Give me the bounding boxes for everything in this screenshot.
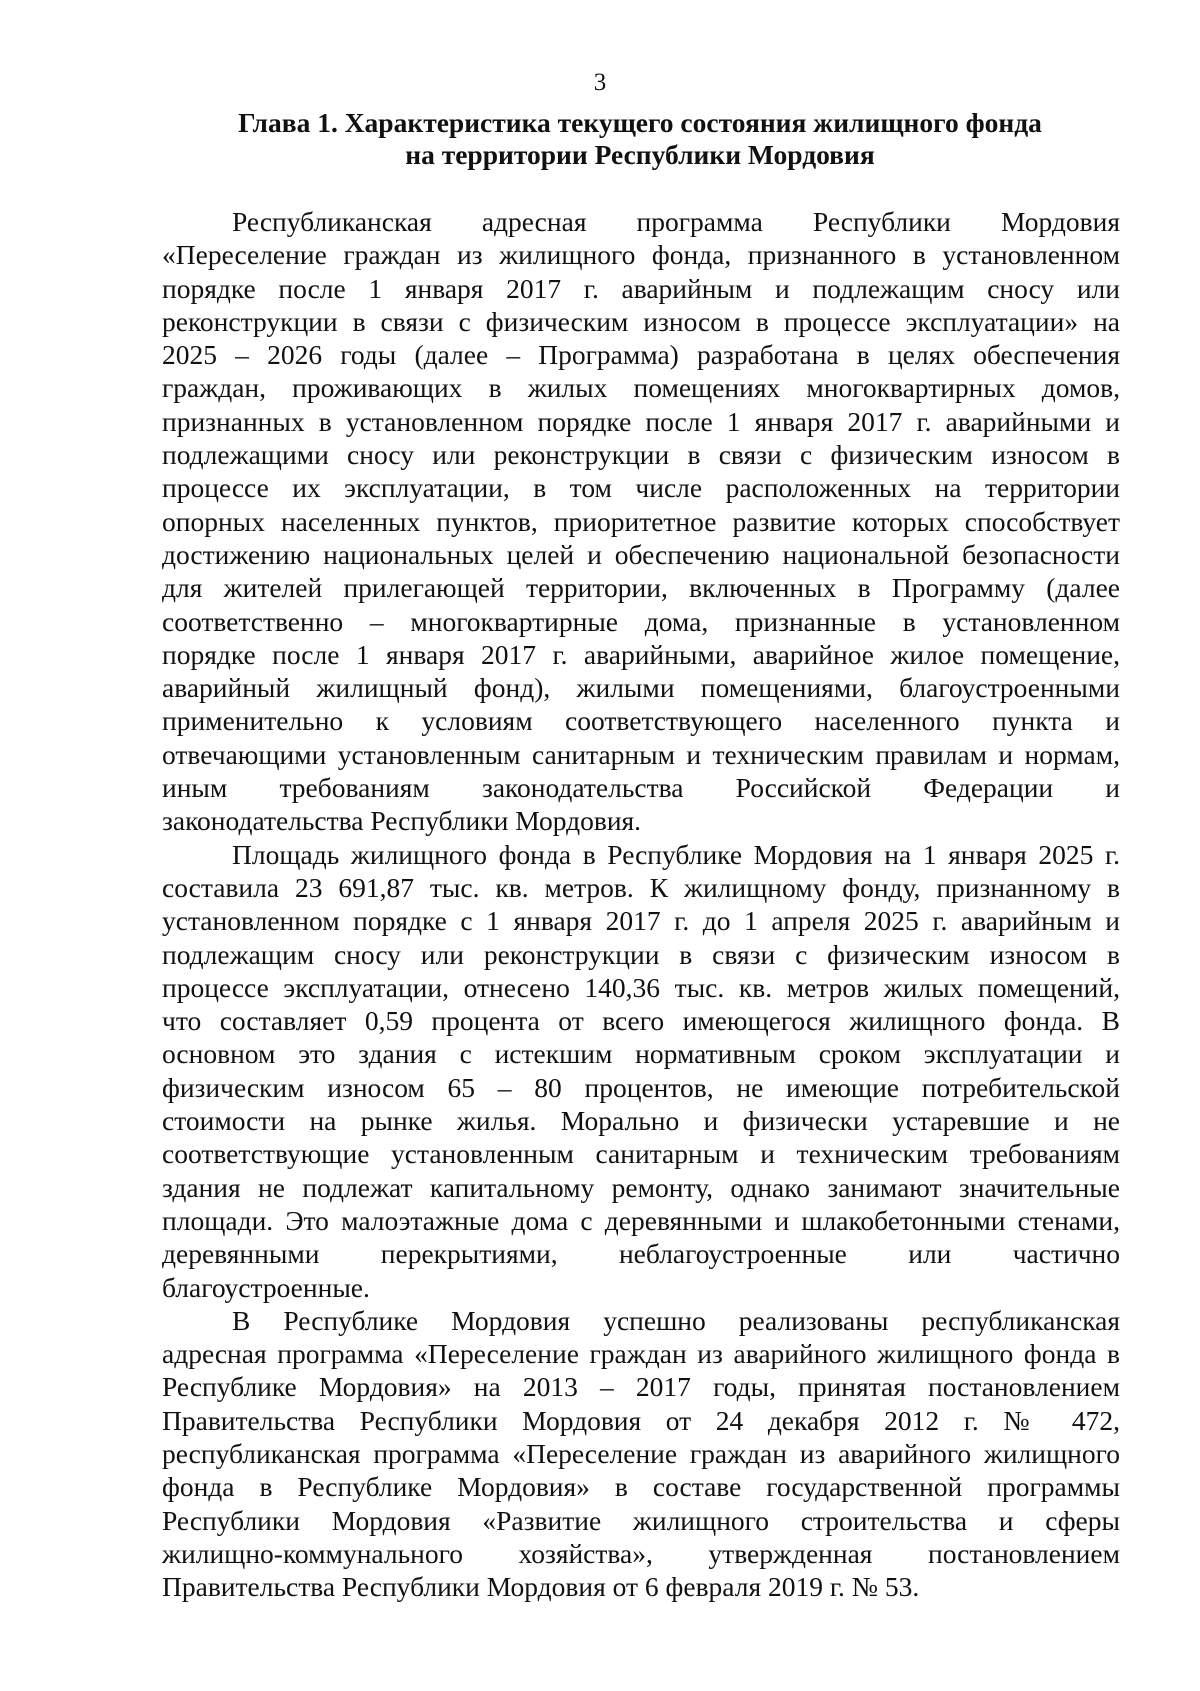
paragraph-line: установленном порядке с 1 января 2017 г. до 1 апреля 2025 г. аварийным и [162,905,1120,937]
paragraph-line: адресная программа «Переселение граждан из аварийного жилищного фонда в [162,1338,1120,1370]
paragraph-line: граждан, проживающих в жилых помещениях многоквартирных домов, [162,372,1120,404]
paragraph-line: фонда в Республике Мордовия» в составе государственной программы [162,1471,1120,1503]
paragraph-line: подлежащими сносу или реконструкции в связи с физическим износом в [162,439,1120,471]
paragraph-line: Республики Мордовия «Развитие жилищного строительства и сферы [162,1504,1120,1536]
paragraph-line: соответствующие установленным санитарным и техническим требованиям [162,1138,1120,1170]
paragraph-line: достижению национальных целей и обеспечению национальной безопасности [162,538,1120,570]
paragraph-line: Правительства Республики Мордовия от 24 декабря 2012 г. № 472, [162,1404,1120,1436]
paragraph-line: процессе эксплуатации, отнесено 140,36 тыс. кв. метров жилых помещений, [162,971,1120,1003]
paragraph-line: аварийный жилищный фонд), жилыми помещениями, благоустроенными [162,672,1120,704]
paragraph-line: 2025 – 2026 годы (далее – Программа) разработана в целях обеспечения [162,339,1120,371]
paragraph-line: здания не подлежат капитальному ремонту, однако занимают значительные [162,1171,1120,1203]
chapter-title-line: на территории Республики Мордовия [405,139,875,170]
paragraph [162,205,1120,838]
paragraph-line: республиканская программа «Переселение граждан из аварийного жилищного [162,1437,1120,1469]
paragraph-line: площади. Это малоэтажные дома с деревянными и шлакобетонными стенами, [162,1204,1120,1236]
paragraph-line: деревянными перекрытиями, неблагоустроенные или частично [162,1238,1120,1270]
paragraph-line: «Переселение граждан из жилищного фонда, признанного в установленном [162,239,1120,271]
paragraph-line: реконструкции в связи с физическим износом в процессе эксплуатации» на [162,305,1120,337]
paragraph-line: опорных населенных пунктов, приоритетное развитие которых способствует [162,505,1120,537]
paragraph-line: основном это здания с истекшим нормативным сроком эксплуатации и [162,1038,1120,1070]
paragraph-line: процессе их эксплуатации, в том числе расположенных на территории [162,472,1120,504]
paragraph-line: признанных в установленном порядке после 1 января 2017 г. аварийными и [162,405,1120,437]
paragraph-line: Республике Мордовия» на 2013 – 2017 годы, принятая постановлением [162,1371,1120,1403]
paragraph-line: подлежащим сносу или реконструкции в связи с физическим износом в [162,938,1120,970]
paragraph-line: благоустроенные. [162,1271,370,1303]
paragraph-line: иным требованиям законодательства Российской Федерации и [162,772,1120,804]
paragraph-line: жилищно-коммунального хозяйства», утвержденная постановлением [162,1537,1120,1569]
paragraph-line: отвечающими установленным санитарным и техническим правилам и нормам, [162,738,1120,770]
paragraph-line: порядке после 1 января 2017 г. аварийным и подлежащим сносу или [162,272,1120,304]
paragraph-line: физическим износом 65 – 80 процентов, не имеющие потребительской [162,1071,1120,1103]
paragraph-line: стоимости на рынке жилья. Морально и физически устаревшие и не [162,1105,1120,1137]
paragraph-line: применительно к условиям соответствующего населенного пункта и [162,705,1120,737]
paragraph [162,1304,1120,1604]
paragraph-line: В Республике Мордовия успешно реализованы республиканская [232,1304,1120,1336]
paragraph-line: составила 23 691,87 тыс. кв. метров. К жилищному фонду, признанному в [162,871,1120,903]
chapter-title-line: Глава 1. Характеристика текущего состояния жилищного фонда [238,107,1042,138]
paragraph-line: Республиканская адресная программа Республики Мордовия [232,206,1120,237]
paragraph-line: порядке после 1 января 2017 г. аварийными, аварийное жилое помещение, [162,638,1120,670]
paragraph-line: соответственно – многоквартирные дома, признанные в установленном [162,605,1120,637]
paragraph [162,838,1120,1304]
paragraph-line: законодательства Республики Мордовия. [162,805,642,837]
paragraph-line: Площадь жилищного фонда в Республике Мордовия на 1 января 2025 г. [232,838,1120,870]
paragraph-line: что составляет 0,59 процента от всего имеющегося жилищного фонда. В [162,1005,1120,1037]
chapter-title [160,107,1120,171]
paragraph-line: для жителей прилегающей территории, включенных в Программу (далее [162,572,1120,604]
paragraph-line: Правительства Республики Мордовия от 6 февраля 2019 г. № 53. [162,1571,920,1603]
page-number: 3 [593,69,607,96]
document-body [162,205,1120,1603]
